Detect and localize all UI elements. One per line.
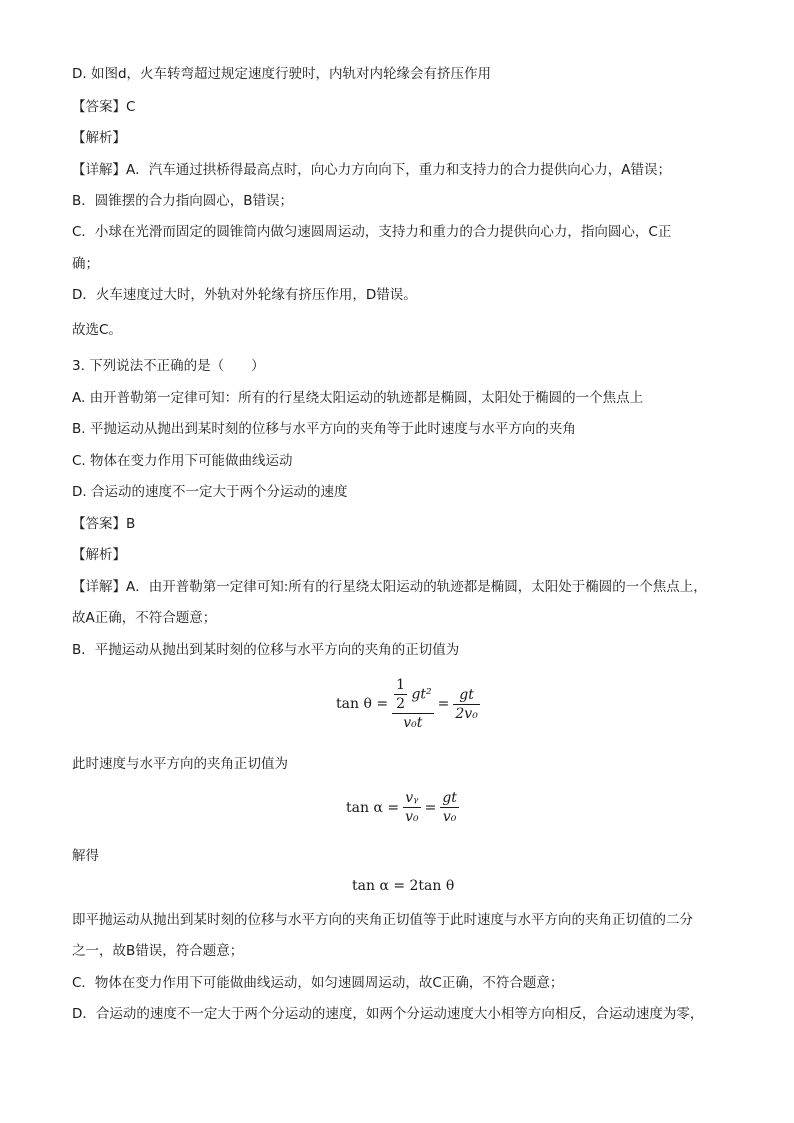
q2-detail-a: 【详解】A．汽车通过拱桥得最高点时，向心力方向向下，重力和支持力的合力提供向心力，A错误； xyxy=(72,162,671,178)
q3-detail-c: C．物体在变力作用下可能做曲线运动，如匀速圆周运动，故C正确，不符合题意； xyxy=(72,975,564,991)
q3-option-c: C. 物体在变力作用下可能做曲线运动 xyxy=(72,453,293,469)
q2-option-d: D. 如图d，火车转弯超过规定速度行驶时，内轨对内轮缘会有挤压作用 xyxy=(72,66,492,82)
formula2-lhs: tan α = xyxy=(346,799,400,816)
q2-answer-label: 【答案】C xyxy=(72,99,136,115)
formula1-half-num: 1 xyxy=(396,677,405,693)
q3-option-b: B. 平抛运动从抛出到某时刻的位移与水平方向的夹角等于此时速度与水平方向的夹角 xyxy=(72,421,576,437)
q3-option-d: D. 合运动的速度不一定大于两个分运动的速度 xyxy=(72,484,348,500)
q2-conclusion: 故选C。 xyxy=(72,322,122,338)
q2-analysis-label: 【解析】 xyxy=(72,130,126,146)
formula2-eq: = xyxy=(424,799,437,816)
formula2-fraction-right xyxy=(440,789,459,826)
q3-detail-b-line1: B．平抛运动从抛出到某时刻的位移与水平方向的夹角的正切值为 xyxy=(72,642,460,658)
formula2-rhs-num: gt xyxy=(442,790,457,806)
q3-option-a: A. 由开普勒第一定律可知：所有的行星绕太阳运动的轨迹都是椭圆，太阳处于椭圆的一个焦点上 xyxy=(72,390,644,406)
q3-analysis-label: 【解析】 xyxy=(72,547,126,563)
q2-detail-c-line2: 确； xyxy=(72,256,99,272)
formula1-rhs-num: gt xyxy=(453,686,479,705)
q2-detail-b: B．圆锥摆的合力指向圆心，B错误； xyxy=(72,193,294,209)
q2-detail-c-line1: C．小球在光滑而固定的圆锥筒内做匀速圆周运动，支持力和重力的合力提供向心力，指向圆心，C正 xyxy=(72,224,672,240)
q3-solve: 解得 xyxy=(72,848,99,864)
q3-detail-d: D．合运动的速度不一定大于两个分运动的速度，如两个分运动速度大小相等方向相反，合运动速度为零， xyxy=(72,1006,704,1022)
q3-stem: 3. 下列说法不正确的是（ ） xyxy=(72,358,265,374)
formula1-lhs: tan θ = xyxy=(336,696,389,712)
q3-detail-a-line2: 故A正确，不符合题意； xyxy=(72,610,217,626)
formula2-fraction-left xyxy=(403,789,421,826)
formula1-fraction-main xyxy=(392,676,434,732)
formula1-rhs-den: 2v₀ xyxy=(455,705,478,722)
formula1-half xyxy=(394,676,407,713)
q3-detail-b-line4: 之一，故B错误，符合题意； xyxy=(72,943,244,959)
formula-tan-relation: tan α = 2tan θ xyxy=(352,878,455,894)
formula-tan-theta xyxy=(336,676,480,732)
q3-detail-a-line1: 【详解】A．由开普勒第一定律可知:所有的行星绕太阳运动的轨迹都是椭圆，太阳处于椭圆的一个焦点上， xyxy=(72,579,707,595)
formula1-fraction-rhs xyxy=(453,686,479,723)
q3-detail-b-line2: 此时速度与水平方向的夹角正切值为 xyxy=(72,756,288,772)
formula1-half-den: 2 xyxy=(396,696,405,712)
formula1-eq: = xyxy=(437,696,450,712)
q2-detail-d: D．火车速度过大时，外轨对外轮缘有挤压作用，D错误。 xyxy=(72,287,417,303)
formula2-num: vᵧ xyxy=(403,789,421,808)
q3-answer-label: 【答案】B xyxy=(72,516,136,532)
formula1-gt2: gt² xyxy=(411,686,432,703)
formula2-den: v₀ xyxy=(405,809,419,825)
formula1-den: v₀t xyxy=(403,715,423,731)
q3-detail-b-line3: 即平抛运动从抛出到某时刻的位移与水平方向的夹角正切值等于此时速度与水平方向的夹角正切值的二分 xyxy=(72,912,693,928)
formula2-rhs-den: v₀ xyxy=(442,809,457,825)
formula-tan-alpha xyxy=(346,789,459,826)
